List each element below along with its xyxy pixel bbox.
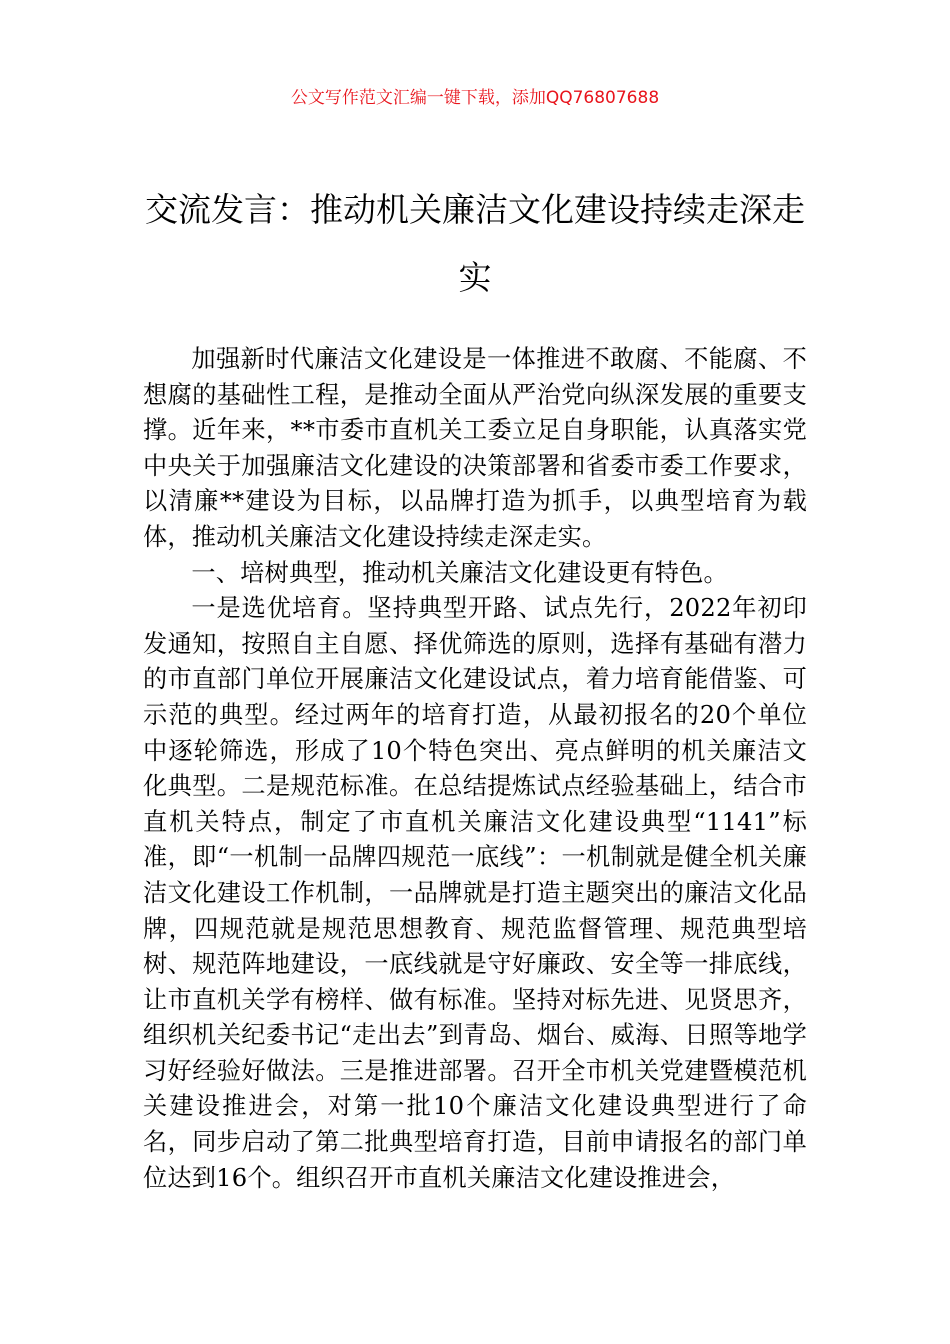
- section-heading-1: 一、培树典型，推动机关廉洁文化建设更有特色。: [191, 558, 728, 587]
- document-body: [143, 342, 807, 1196]
- download-promo-note: 公文写作范文汇编一键下载，添加QQ76807688: [290, 88, 660, 108]
- body-paragraph-intro: 加强新时代廉洁文化建设是一体推进不敢腐、不能腐、不想腐的基础性工程，是推动全面从严治党向纵深发展的重要支撑。近年来，**市委市直机关工委立足自身职能，认真落实党中央关于加强廉洁文化建设的决策部署和省委市委工作要求，以清廉**建设为目标，以品牌打造为抓手，以典型培育为载体，推动机关廉洁文化建设持续走深走实。: [143, 345, 807, 551]
- body-paragraph-1: 一是选优培育。坚持典型开路、试点先行，2022年初印发通知，按照自主自愿、择优筛选的原则，选择有基础有潜力的市直部门单位开展廉洁文化建设试点，着力培育能借鉴、可示范的典型。经过两年的培育打造，从最初报名的20个单位中逐轮筛选，形成了10个特色突出、亮点鲜明的机关廉洁文化典型。二是规范标准。在总结提炼试点经验基础上，结合市直机关特点，制定了市直机关廉洁文化建设典型“1141”标准，即“一机制一品牌四规范一底线”：一机制就是健全机关廉洁文化建设工作机制，一品牌就是打造主题突出的廉洁文化品牌，四规范就是规范思想教育、规范监督管理、规范典型培树、规范阵地建设，一底线就是守好廉政、安全等一排底线，让市直机关学有榜样、做有标准。坚持对标先进、见贤思齐，组织机关纪委书记“走出去”到青岛、烟台、威海、日照等地学习好经验好做法。三是推进部署。召开全市机关党建暨模范机关建设推进会，对第一批10个廉洁文化建设典型进行了命名，同步启动了第二批典型培育打造，目前申请报名的部门单位达到16个。组织召开市直机关廉洁文化建设推进会，: [143, 594, 807, 1192]
- document-title: 交流发言：推动机关廉洁文化建设持续走深走实: [145, 190, 805, 297]
